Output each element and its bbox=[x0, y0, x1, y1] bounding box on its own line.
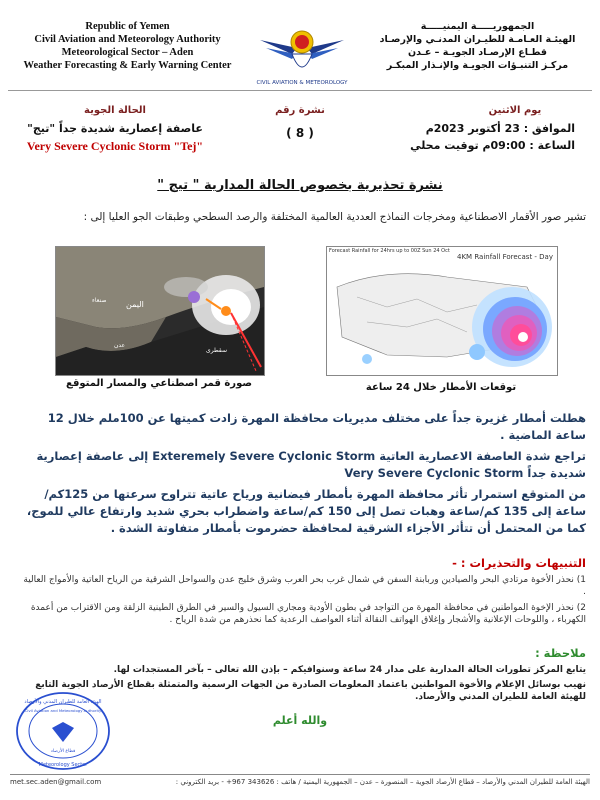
warnings-heading: التنبيهات والتحذيرات : - bbox=[452, 556, 586, 570]
bulletin-number: ( 8 ) bbox=[286, 126, 314, 140]
rainfall-top-text: Forecast Rainfall for 24hrs up to 00Z Sun 24 Oct bbox=[329, 248, 450, 254]
time-line: الساعة : 09:00م توقيت محلي bbox=[410, 139, 575, 152]
date-block bbox=[375, 105, 575, 152]
map-label-socotra: سقطرى bbox=[206, 347, 227, 354]
map-label-yemen: اليمن bbox=[126, 300, 144, 309]
warnings-list bbox=[21, 574, 586, 626]
note-1: يتابع المركز تطورات الحالة المدارية على مدار 24 ساعة وسنوافيكم – بإذن الله تعالى – بآخر المستجدات لها. bbox=[113, 665, 586, 675]
stamp-bottom: Meteorology Sector bbox=[38, 762, 88, 768]
rainfall-map bbox=[327, 247, 557, 375]
rainfall-caption: توقعات الأمطار خلال 24 ساعة bbox=[365, 382, 517, 393]
weather-state-en: Very Severe Cyclonic Storm "Tej" bbox=[26, 139, 204, 153]
official-stamp bbox=[14, 690, 112, 772]
bulletin-title: نشرة تحذيرية بخصوص الحالة المدارية " تيج " bbox=[157, 178, 443, 193]
en-line-4: Weather Forecasting & Early Warning Center bbox=[23, 60, 232, 71]
rainfall-title: 4KM Rainfall Forecast - Day bbox=[457, 253, 553, 261]
arabic-letterhead bbox=[365, 20, 590, 72]
stamp-outer: الهيئة العامة للطيران المدني والأرصاد bbox=[24, 699, 102, 705]
footer bbox=[10, 774, 590, 786]
warning-1: 1) نحذر الأخوة مرتادي البحر والصيادين وربابنة السفن في شمال غرب بحر العرب وشرق خليج عدن والسواحل الشرقية من الرياح العاتية والأمواج العالية . bbox=[23, 575, 586, 597]
intro-text: تشير صور الأقمار الاصطناعية ومخرجات النماذج العددية العالمية المختلفة والرصد السطحي وطبقات الجو العليا إلى : bbox=[83, 211, 586, 223]
satellite-map bbox=[56, 247, 264, 375]
english-letterhead bbox=[10, 20, 245, 72]
stamp-center: قطاع الأرصاد bbox=[50, 749, 76, 754]
bullet-3: من المتوقع استمرار تأثر محافظة المهرة بأمطار فيضانية ورياح عاتية تتراوح سرعتها من 125كم/ساعة إلى 135 كم/ساعة وهبات تصل إلى 150 كم/ساعة واضطراب بحري شديد وارتفاع عالي للموج، كما من المحتمل أن تتأثر الأجزاء الشرقية لمحافظة حضرموت بأمطار متفاوتة الشدة . bbox=[26, 487, 586, 535]
bullet-1: هطلت أمطار غزيرة جداً على مختلف مديريات محافظة المهرة زادت كميتها عن 100ملم خلال 12 ساعة الماضية . bbox=[47, 411, 586, 442]
header-divider bbox=[8, 90, 592, 91]
key-points bbox=[21, 410, 586, 541]
footer-text: الهيئة العامة للطيران المدني والأرصاد – قطاع الأرصاد الجوية – المنصورة – عدن – الجمهورية اليمنية / هاتف : 343626 967+ - بريد الكتروني : bbox=[175, 778, 590, 786]
warning-2: 2) نحذر الإخوة المواطنين في محافظة المهرة من التواجد في بطون الأودية ومجاري السيول والسير في الطرق الطينية الزلقة ومن الاقتراب من أعمدة الكهرباء ، واللوحات الإعلانية والأشجار وإغلاق الهواتف النقالة أثناء العواصف الرعدية كما نحذرهم من شدة الرياح . bbox=[30, 603, 586, 625]
ar-line-4: مركـز التنبـؤات الجويـة والإنـذار المبكـر bbox=[386, 60, 569, 71]
day-label: يوم الاثنين bbox=[488, 105, 542, 116]
en-line-2: Civil Aviation and Meteorology Authority bbox=[34, 34, 221, 45]
bulletin-label: نشرة رقم bbox=[275, 105, 325, 116]
satellite-image bbox=[55, 246, 265, 376]
weather-state-block bbox=[10, 105, 220, 154]
date-line: الموافق : 23 أكتوبر 2023م bbox=[425, 122, 575, 135]
bullet-2: تراجع شدة العاصفة الاعصارية العاتية Exteremely Severe Cyclonic Storm إلى عاصفة إعصارية شديدة جداً Very Severe Cyclonic Storm bbox=[36, 449, 586, 480]
map-label-sanaa: صنعاء bbox=[92, 297, 107, 304]
weather-state-label: الحالة الجوية bbox=[84, 105, 146, 116]
en-line-3: Meteorological Sector – Aden bbox=[61, 47, 194, 58]
notes-heading: ملاحظة : bbox=[535, 646, 586, 660]
ar-line-1: الجمهوريـــــة اليمنيـــــة bbox=[420, 21, 535, 32]
logo-text: CIVIL AVIATION & METEOROLOGY bbox=[256, 80, 348, 86]
footer-email[interactable]: met.sec.aden@gmail.com bbox=[10, 778, 102, 786]
en-line-1: Republic of Yemen bbox=[85, 21, 170, 32]
note-2: نهيب بوسائل الإعلام والأخوة المواطنين باعتماد المعلومات الصادرة من الجهات الرسمية والمتمثلة بقطاع الأرصاد الجوية التابع للهيئة العامة للطيران المدني والأرصاد. bbox=[35, 680, 586, 702]
ar-line-3: قطـاع الإرصـاد الجويـة – عـدن bbox=[408, 47, 547, 58]
rainfall-image bbox=[326, 246, 558, 376]
authority-logo bbox=[252, 18, 352, 90]
map-label-aden: عدن bbox=[114, 342, 126, 349]
closing-text: والله أعلم bbox=[272, 714, 328, 727]
ar-line-2: الهيئـة العـامـة للطيـران المدنـي والإرصـاد bbox=[379, 34, 576, 45]
stamp-inner: Civil Aviation and Meteorology Authority bbox=[24, 708, 102, 713]
bulletin-block bbox=[255, 105, 345, 140]
weather-state-ar: عاصفة إعصارية شديدة جداً "تيج" bbox=[27, 122, 203, 135]
satellite-caption: صورة قمر اصطناعي والمسار المتوقع bbox=[65, 378, 252, 389]
